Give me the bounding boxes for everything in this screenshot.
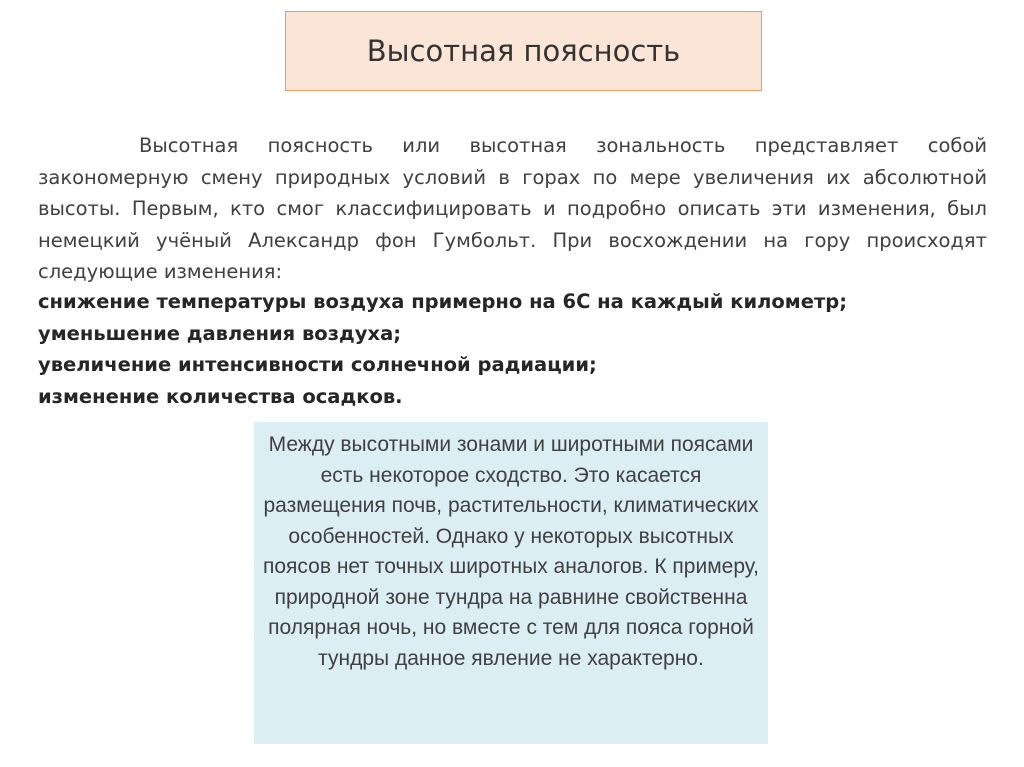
list-item: изменение количества осадков.: [38, 384, 403, 408]
slide-title: Высотная поясность: [366, 34, 681, 68]
title-box: [285, 11, 762, 91]
changes-list: [38, 286, 987, 412]
note-text: Между высотными зонами и широтными поясами есть некоторое сходство. Это касается размещения почв, растительности, климатических особенностей. Однако у некоторых высотных поясов нет точных широтных аналогов. К примеру, природной зоне тундра на равнине свойственна полярная ночь, но вместе с тем для пояса горной тундры данное явление не характерно.: [262, 433, 759, 670]
list-item: увеличение интенсивности солнечной радиации;: [38, 353, 597, 376]
note-callout: [254, 422, 768, 744]
intro-paragraph: Высотная поясность или высотная зональность представляет собой закономерную смену природных условий в горах по мере увеличения их абсолютной высоты. Первым, кто смог классифицировать и подробно описать эти изменения, был немецкий учёный Александр фон Гумбольт. При восхождении на гору происходят следующие изменения:: [38, 134, 987, 283]
list-item: снижение температуры воздуха примерно на 6С на каждый километр;: [38, 290, 848, 313]
list-item: уменьшение давления воздуха;: [38, 321, 402, 345]
